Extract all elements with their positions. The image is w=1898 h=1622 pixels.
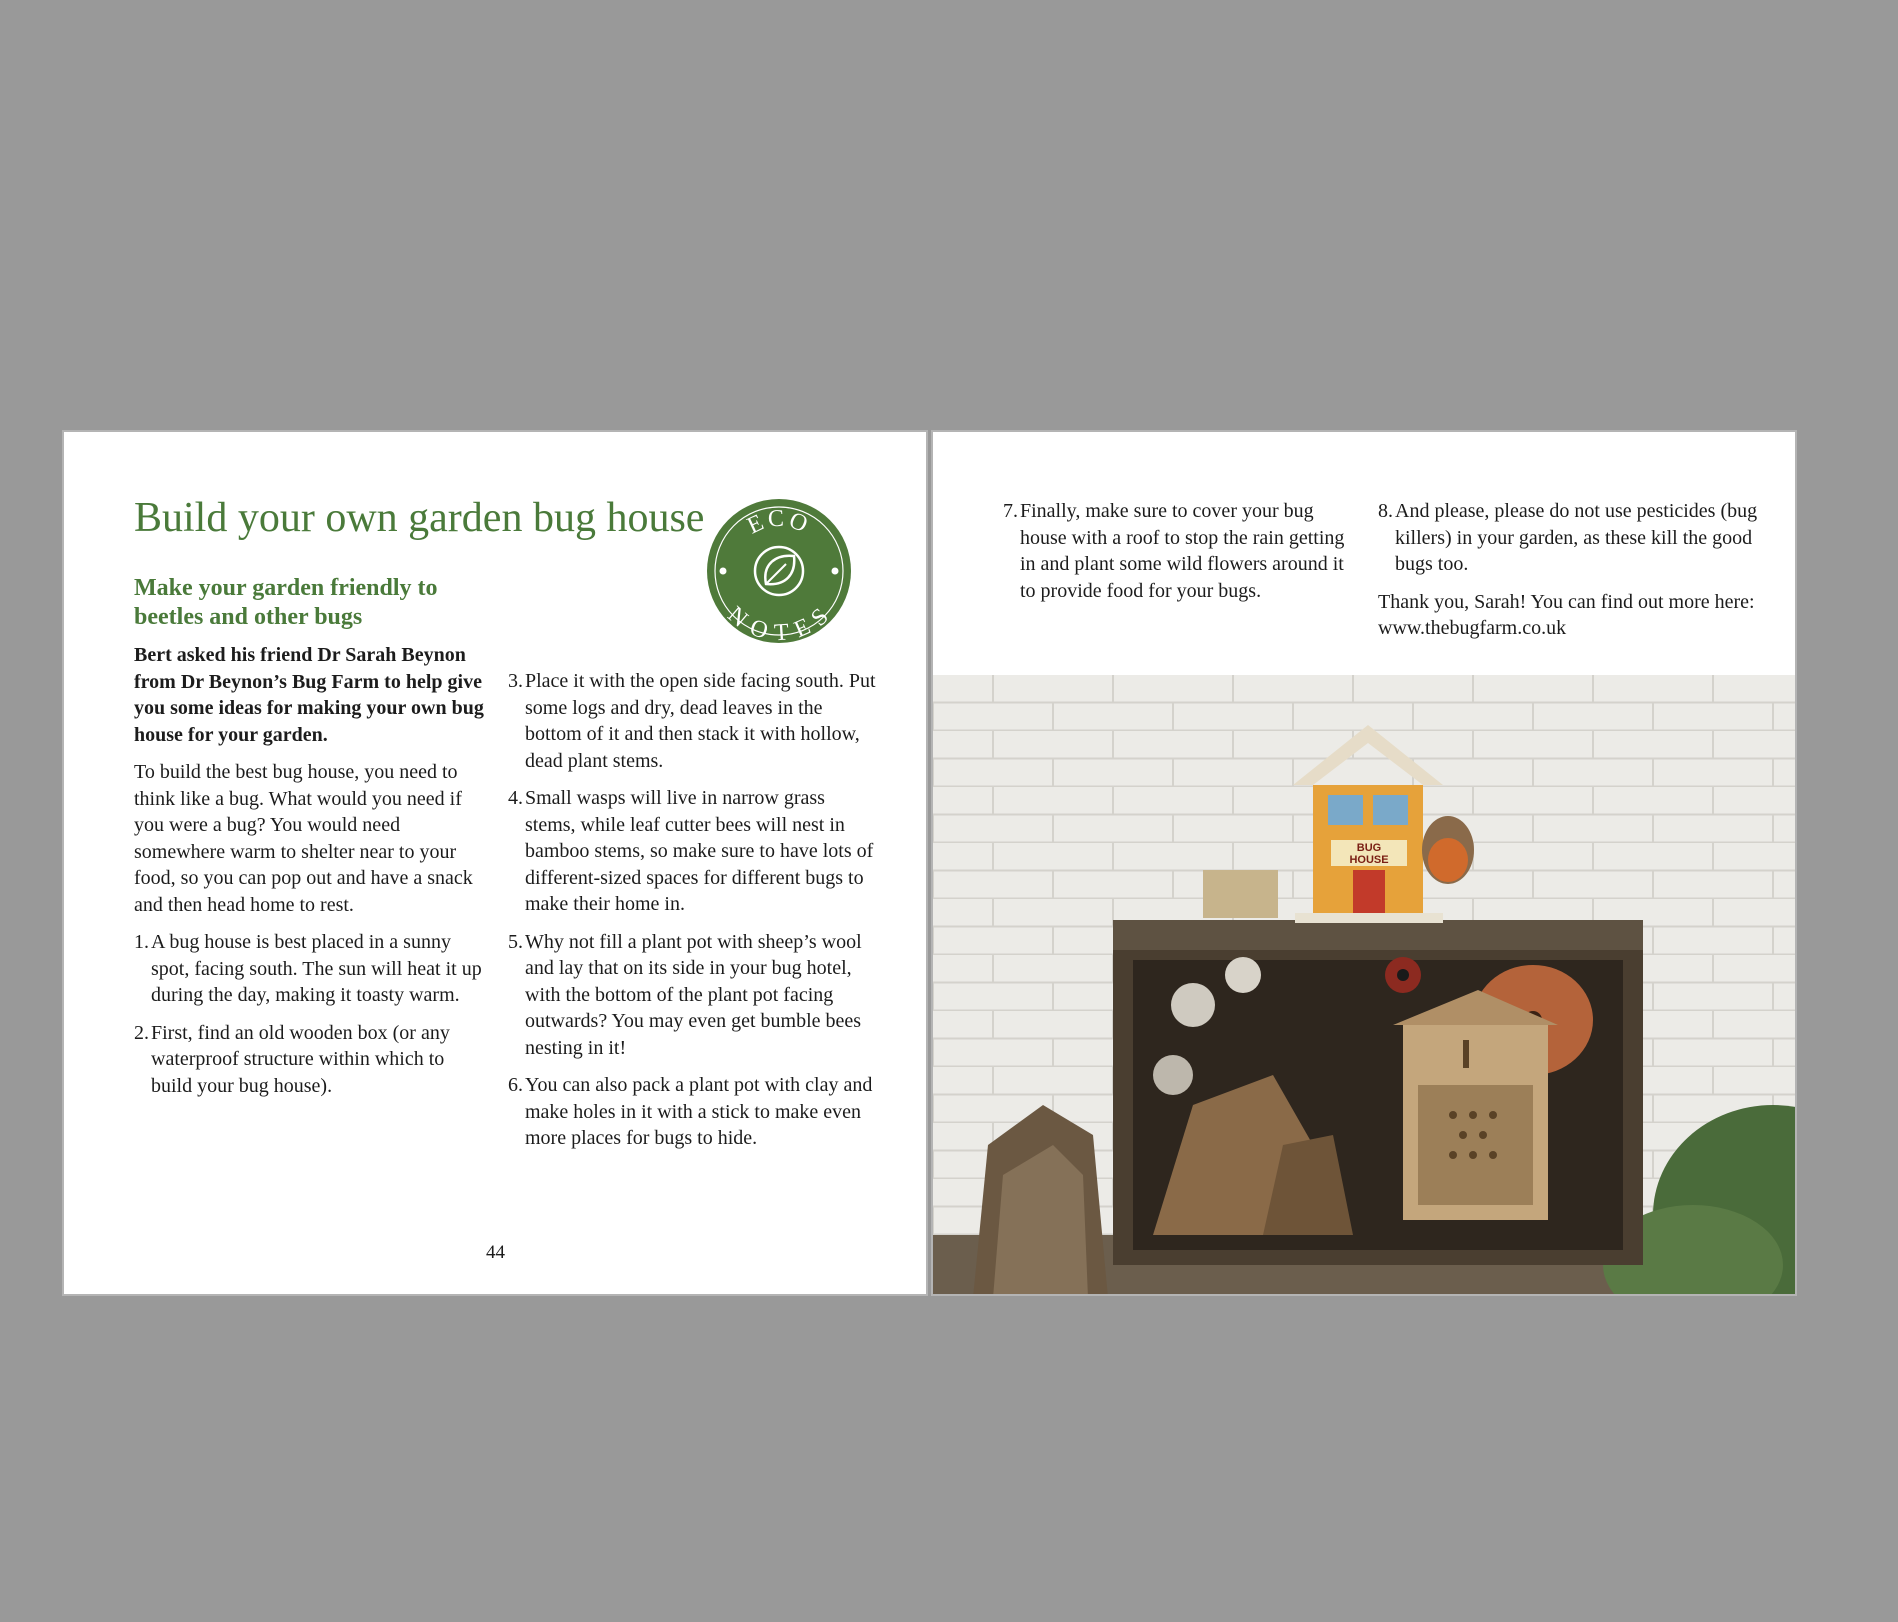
eco-notes-badge: [706, 498, 852, 644]
step-item: [508, 785, 878, 918]
page-subtitle: Make your garden friendly to beetles and other bugs: [134, 575, 438, 630]
step-item: [508, 929, 878, 1062]
step-number: 8.: [1378, 500, 1393, 522]
step-number: 4.: [508, 787, 523, 809]
right-page-column-2: [1378, 498, 1758, 653]
right-page: [931, 430, 1797, 1296]
step-number: 3.: [508, 670, 523, 692]
step-number: 7.: [1003, 500, 1018, 522]
step-number: 2.: [134, 1021, 149, 1044]
step-item: [1003, 498, 1348, 604]
step-number: 1.: [134, 931, 149, 953]
step-text: And please, please do not use pesticides (bug killers) in your garden, as these kill the good bugs too.: [1395, 500, 1758, 575]
step-text: First, find an old wooden box (or any waterproof structure within which to build your bug house).: [151, 1021, 450, 1097]
step-item: [134, 929, 484, 1009]
step-item: [508, 1072, 878, 1152]
badge-bottom-text: NOTES: [722, 601, 836, 644]
body-paragraph: To build the best bug house, you need to think like a bug. What would you need if you were a bug? You would need somewhere warm to shelter near to your food, so you can pop out and have a snack and then head home to rest.: [134, 761, 473, 916]
intro-paragraph: Bert asked his friend Dr Sarah Beynon from Dr Beynon’s Bug Farm to help give you some ideas for making your own bug house for your garden.: [134, 644, 484, 746]
step-text: Place it with the open side facing south. Put some logs and dry, dead leaves in the bottom of it and then stack it with hollow, dead plant stems.: [525, 670, 876, 772]
right-page-column-1: [1003, 498, 1348, 615]
step-item: [134, 1020, 484, 1100]
left-page: [62, 430, 928, 1296]
step-text: A bug house is best placed in a sunny spot, facing south. The sun will heat it up during the day, making it toasty warm.: [151, 931, 482, 1006]
step-text: Why not fill a plant pot with sheep’s wool and lay that on its side in your bug hotel, with the bottom of the plant pot facing outwards? You may even get bumble bees nesting in it!: [525, 930, 862, 1059]
bug-house-sign-line1: BUG: [1356, 842, 1382, 854]
step-item: [508, 668, 878, 774]
right-column: [508, 668, 878, 1163]
page-title: Build your own garden bug house: [134, 495, 705, 541]
badge-top-text: ECO: [743, 505, 815, 540]
bug-house-sign-line2: HOUSE: [1349, 854, 1389, 866]
step-text: Small wasps will live in narrow grass stems, while leaf cutter bees will nest in bamboo stems, so make sure to have lots of different-sized spaces for different bugs to make their home in.: [525, 787, 874, 915]
bug-house-photo: [933, 675, 1797, 1296]
thanks-paragraph: Thank you, Sarah! You can find out more here: www.thebugfarm.co.uk: [1378, 590, 1755, 639]
step-item: [1378, 498, 1758, 578]
step-text: Finally, make sure to cover your bug house with a roof to stop the rain getting in and plant some wild flowers around it to provide food for your bugs.: [1020, 500, 1345, 602]
page-number: 44: [486, 1242, 505, 1263]
step-number: 5.: [508, 930, 523, 953]
step-text: You can also pack a plant pot with clay and make holes in it with a stick to make even more places for bugs to hide.: [525, 1074, 873, 1149]
left-column: [134, 642, 484, 1110]
step-number: 6.: [508, 1074, 523, 1096]
